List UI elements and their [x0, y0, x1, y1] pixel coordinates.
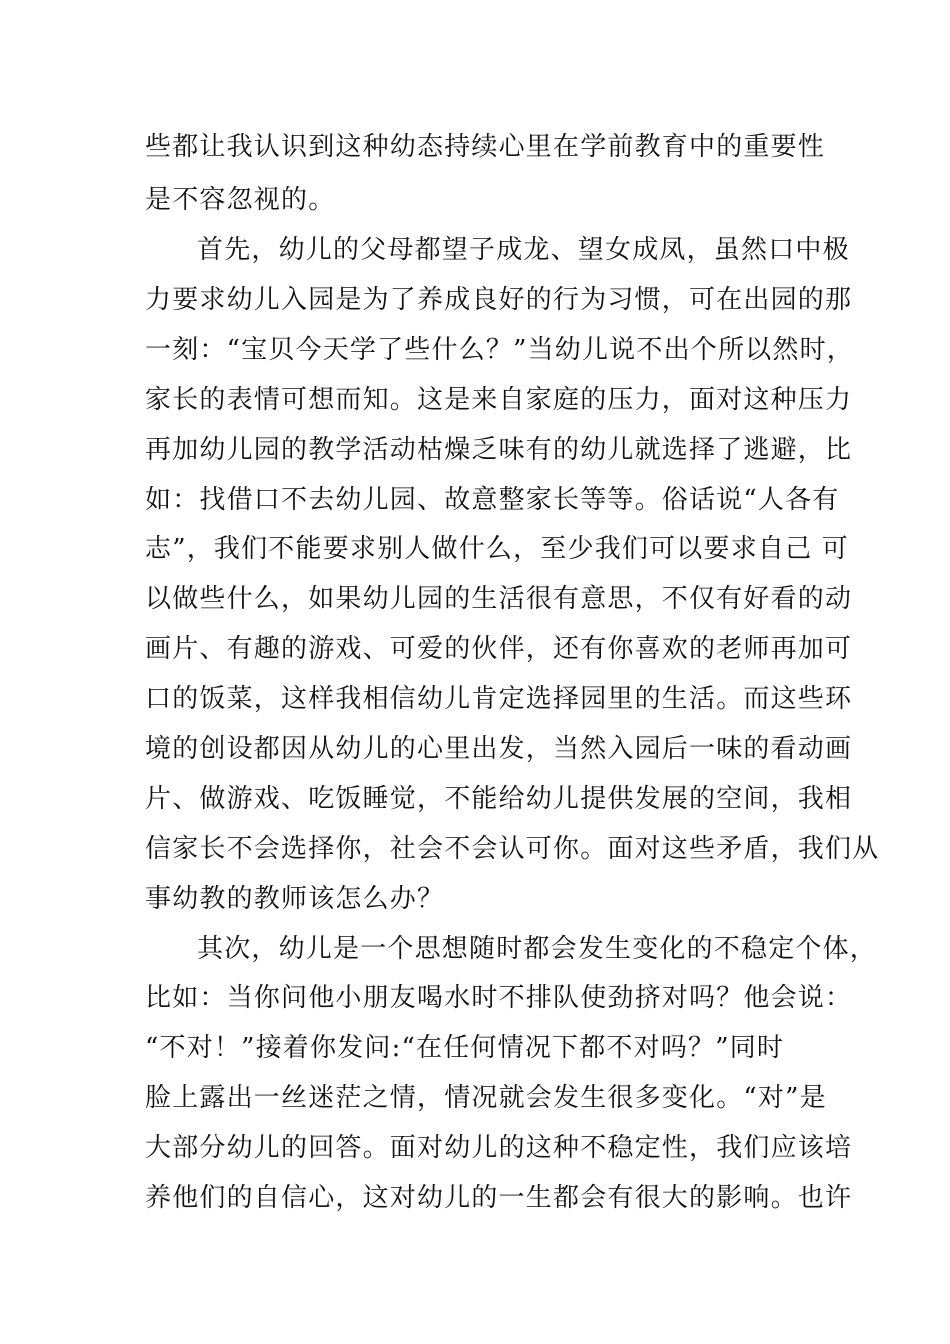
text-line: 再加幼儿园的教学活动枯燥乏味有的幼儿就选择了逃避，比 [145, 435, 853, 465]
text-line: “不对！”接着你发问:“在任何情况下都不对吗？”同时 [145, 1033, 785, 1063]
text-line: 力要求幼儿入园是为了养成良好的行为习惯，可在出园的那 [145, 285, 853, 315]
text-line: 境的创设都因从幼儿的心里出发，当然入园后一味的看动画 [145, 734, 853, 764]
text-line: 一刻：“宝贝今天学了些什么？”当幼儿说不出个所以然时， [145, 335, 854, 365]
text-line: 家长的表情可想而知。这是来自家庭的压力，面对这种压力 [145, 385, 853, 415]
text-line: 大部分幼儿的回答。面对幼儿的这种不稳定性，我们应该培 [145, 1133, 853, 1163]
text-line: 养他们的自信心，这对幼儿的一生都会有很大的影响。也许 [145, 1183, 853, 1213]
paragraph-first-line: 首先，幼儿的父母都望子成龙、望女成凤，虽然口中极 [197, 235, 850, 265]
text-line: 信家长不会选择你，社会不会认可你。面对这些矛盾，我们从 [145, 834, 880, 864]
text-line: 志”，我们不能要求别人做什么，至少我们可以要求自己 可 [145, 534, 849, 564]
text-line: 画片、有趣的游戏、可爱的伙伴，还有你喜欢的老师再加可 [145, 634, 853, 664]
text-line: 脸上露出一丝迷茫之情，情况就会发生很多变化。“对”是 [145, 1083, 827, 1113]
text-line: 片、做游戏、吃饭睡觉，不能给幼儿提供发展的空间，我相 [145, 784, 853, 814]
text-line: 口的饭菜，这样我相信幼儿肯定选择园里的生活。而这些环 [145, 684, 853, 714]
text-line: 比如：当你问他小朋友喝水时不排队使劲挤对吗？他会说： [145, 983, 853, 1013]
text-line: 是不容忽视的。 [145, 185, 336, 215]
text-line: 以做些什么，如果幼儿园的生活很有意思，不仅有好看的动 [145, 584, 853, 614]
text-line: 如：找借口不去幼儿园、故意整家长等等。俗话说“人各有 [145, 485, 840, 515]
text-line: 些都让我认识到这种幼态持续心里在学前教育中的重要性 [145, 132, 826, 162]
text-line: 事幼教的教师该怎么办？ [145, 884, 445, 914]
paragraph-first-line: 其次，幼儿是一个思想随时都会发生变化的不稳定个体， [197, 934, 878, 964]
